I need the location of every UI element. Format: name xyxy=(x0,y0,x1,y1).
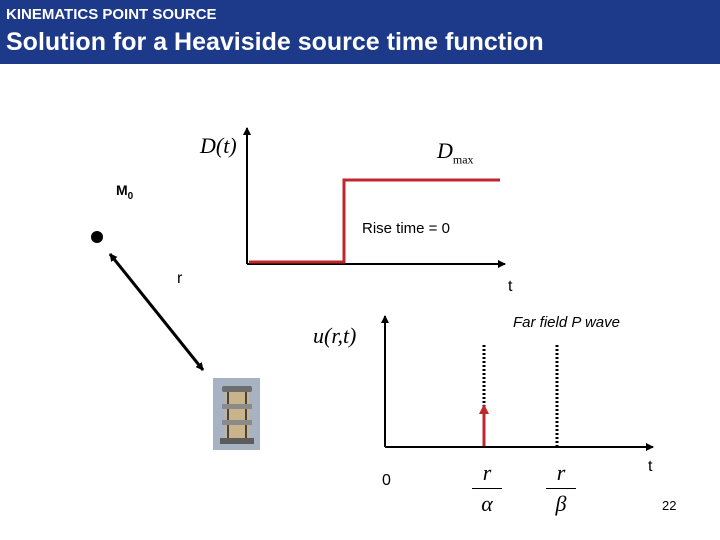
p-arrival-denominator: α xyxy=(481,491,493,516)
source-moment-label: $M_0$ xyxy=(116,182,134,202)
source-point xyxy=(91,231,103,243)
dmax-label: $D_{max}$ xyxy=(437,138,474,167)
page-number: 22 xyxy=(662,498,677,513)
rise-time-label: Rise time = 0 xyxy=(362,220,450,237)
s-arrival-denominator: β xyxy=(555,491,567,516)
far-field-p-wave-label: Far field P wave xyxy=(513,314,620,331)
fraction-bar xyxy=(472,488,502,489)
origin-label: 0 xyxy=(382,472,391,489)
s-arrival-numerator: r xyxy=(556,460,566,485)
slide-kicker: KINEMATICS POINT SOURCE xyxy=(6,6,217,23)
fraction-bar xyxy=(546,488,576,489)
s-arrival-time-label xyxy=(546,460,576,517)
distance-arrow xyxy=(110,254,203,370)
distance-label: r xyxy=(177,270,183,287)
top-y-axis-label: D(t) xyxy=(200,133,237,158)
slide-title: Solution for a Heaviside source time function xyxy=(6,28,544,56)
bottom-x-axis-label: t xyxy=(648,458,653,475)
seismometer-photo-icon xyxy=(213,378,260,450)
top-x-axis-label: t xyxy=(508,278,513,295)
bottom-y-axis-label: u(r,t) xyxy=(313,323,357,348)
p-arrival-time-label xyxy=(472,460,502,517)
p-arrival-numerator: r xyxy=(482,460,492,485)
